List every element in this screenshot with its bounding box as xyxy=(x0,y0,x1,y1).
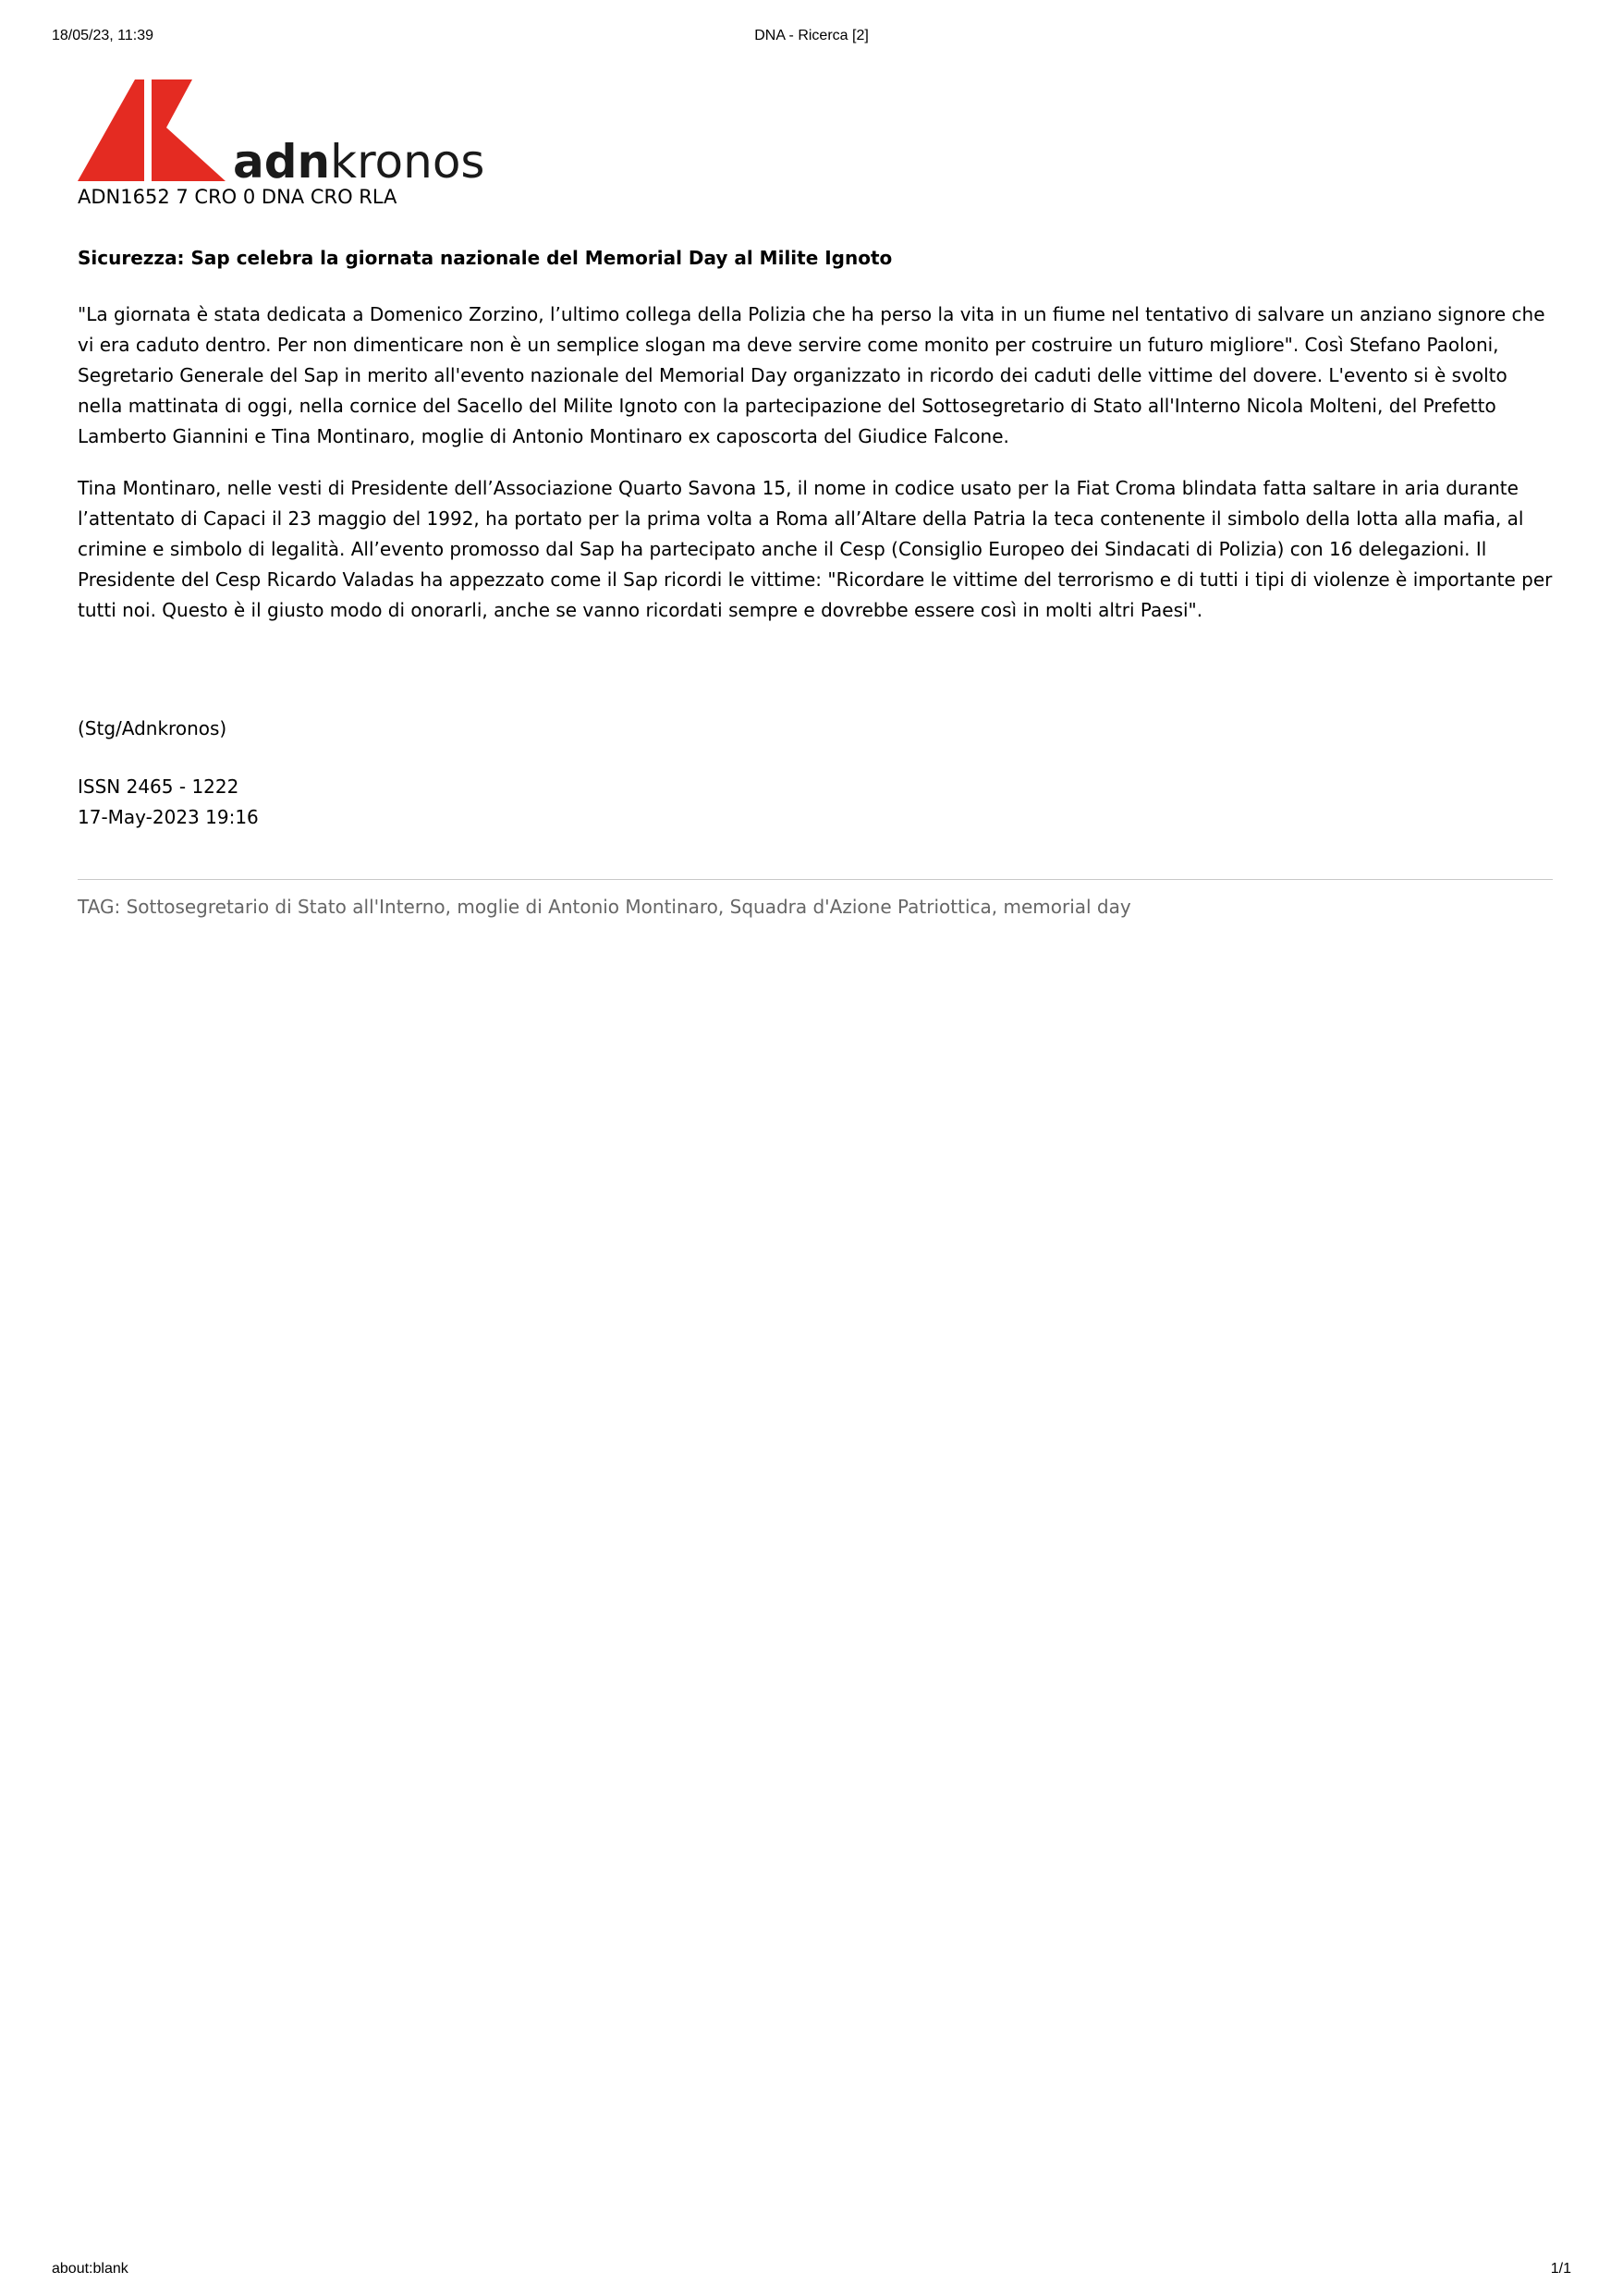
article-meta xyxy=(78,772,1553,833)
print-page-title: DNA - Ricerca [2] xyxy=(754,28,869,43)
article-code: ADN1652 7 CRO 0 DNA CRO RLA xyxy=(78,186,397,208)
print-page-number: 1/1 xyxy=(1550,2261,1571,2277)
adnkronos-logo xyxy=(78,79,484,183)
article-paragraph: Tina Montinaro, nelle vesti di Presidente dell’Associazione Quarto Savona 15, il nome in codice usato per la Fiat Croma blindata fatta saltare in aria durante l’attentato di Capaci il 23 maggio del 1992, ha portato per la prima volta a Roma all’Altare della Patria la teca contenente il simbolo della lotta alla mafia, al crimine e simbolo di legalità. All’evento promosso dal Sap ha partecipato anche il Cesp (Consiglio Europeo dei Sindacati di Polizia) con 16 delegazioni. Il Presidente del Cesp Ricardo Valadas ha appezzato come il Sap ricordi le vittime: "Ricordare le vittime del terrorismo e di tutti i tipi di violenze è importante per tutti noi. Questo è il giusto modo di onorarli, anche se vanno ricordati sempre e dovrebbe essere così in molti altri Paesi". xyxy=(78,477,1553,621)
article-tags: TAG: Sottosegretario di Stato all'Interno, moglie di Antonio Montinaro, Squadra d'Azione Patriottica, memorial day xyxy=(78,896,1131,918)
article-paragraph: "La giornata è stata dedicata a Domenico Zorzino, l’ultimo collega della Polizia che ha perso la vita in un fiume nel tentativo di salvare un anziano signore che vi era caduto dentro. Per non dimenticare non è un semplice slogan ma deve servire come monito per costruire un futuro migliore". Così Stefano Paoloni, Segretario Generale del Sap in merito all'evento nazionale del Memorial Day organizzato in ricordo dei caduti delle vittime del dovere. L'evento si è svolto nella mattinata di oggi, nella cornice del Sacello del Milite Ignoto con la partecipazione del Sottosegretario di Stato all'Interno Nicola Molteni, del Prefetto Lamberto Giannini e Tina Montinaro, moglie di Antonio Montinaro ex caposcorta del Giudice Falcone. xyxy=(78,303,1545,447)
article-content xyxy=(78,79,1553,921)
print-url: about:blank xyxy=(52,2261,128,2277)
logo-wordmark xyxy=(233,135,484,183)
print-header xyxy=(52,28,1571,50)
article-signature: (Stg/Adnkronos) xyxy=(78,717,227,739)
logo-mark-right xyxy=(152,79,226,181)
print-datetime: 18/05/23, 11:39 xyxy=(52,28,154,43)
article-headline: Sicurezza: Sap celebra la giornata nazionale del Memorial Day al Milite Ignoto xyxy=(78,247,893,269)
logo-text-regular: kronos xyxy=(330,135,484,183)
logo-mark-left xyxy=(78,79,144,181)
tags-divider xyxy=(78,879,1553,880)
issn-text: ISSN 2465 - 1222 xyxy=(78,776,239,798)
print-footer xyxy=(52,2261,1571,2283)
logo-text-bold: adn xyxy=(233,135,331,183)
publish-timestamp: 17-May-2023 19:16 xyxy=(78,806,259,828)
